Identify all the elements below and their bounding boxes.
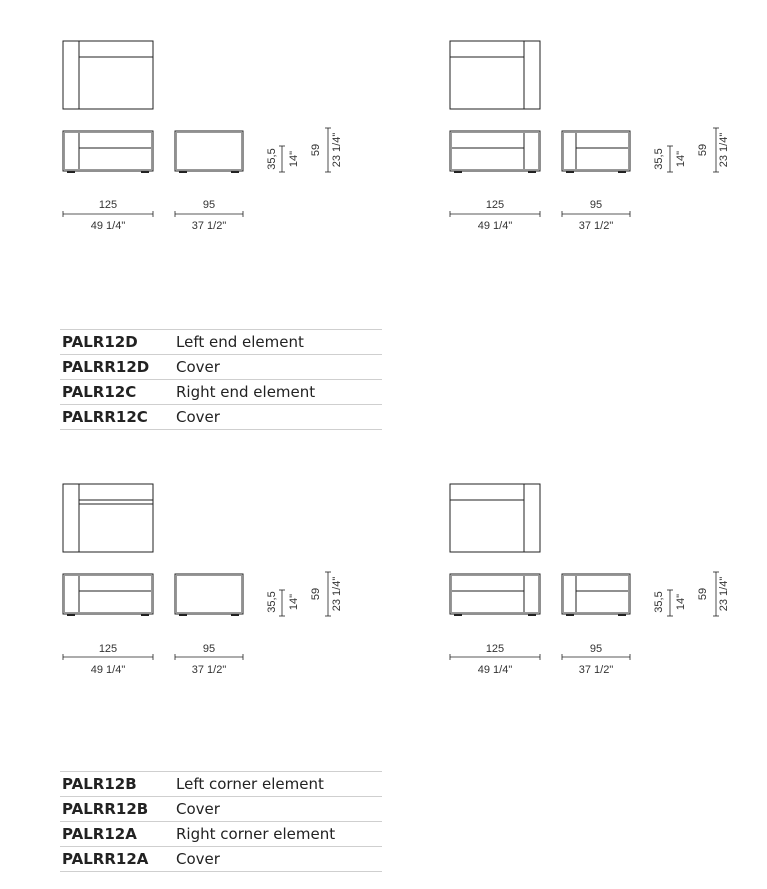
- depth-in-label: 37 1/2": [191, 664, 227, 676]
- length-cm-label: 125: [485, 643, 505, 655]
- depth-in-label: 37 1/2": [578, 220, 614, 232]
- length-cm-label: 125: [98, 643, 118, 655]
- height-cm-label: 59: [697, 587, 709, 601]
- drawing-right-corner: [450, 484, 730, 676]
- seat-height-in-label: 14": [675, 150, 687, 168]
- depth-cm-label: 95: [589, 199, 603, 211]
- length-in-label: 49 1/4": [477, 664, 513, 676]
- length-cm-label: 125: [98, 199, 118, 211]
- drawing-left-end: [63, 41, 343, 232]
- height-in-label: 23 1/4": [331, 132, 343, 168]
- seat-height-cm-label: 35,5: [653, 591, 665, 613]
- product-description: Cover: [176, 355, 382, 380]
- height-cm-label: 59: [310, 587, 322, 601]
- height-in-label: 23 1/4": [331, 576, 343, 612]
- table-row: [60, 847, 382, 872]
- product-code: PALRR12C: [60, 405, 176, 430]
- seat-height-cm-label: 35,5: [266, 148, 278, 170]
- product-description: Cover: [176, 405, 382, 430]
- product-code: PALR12A: [60, 822, 176, 847]
- product-code-table-top: [60, 329, 382, 430]
- table-row: [60, 330, 382, 355]
- length-cm-label: 125: [485, 199, 505, 211]
- table-row: [60, 772, 382, 797]
- product-description: Right corner element: [176, 822, 382, 847]
- depth-cm-label: 95: [202, 643, 216, 655]
- depth-cm-label: 95: [589, 643, 603, 655]
- table-row: [60, 380, 382, 405]
- depth-cm-label: 95: [202, 199, 216, 211]
- seat-height-in-label: 14": [288, 593, 300, 611]
- product-description: Cover: [176, 797, 382, 822]
- product-code: PALRR12B: [60, 797, 176, 822]
- product-code: PALR12D: [60, 330, 176, 355]
- product-code: PALRR12D: [60, 355, 176, 380]
- height-cm-label: 59: [697, 143, 709, 157]
- product-description: Left end element: [176, 330, 382, 355]
- drawing-right-end: [450, 41, 730, 232]
- height-in-label: 23 1/4": [718, 132, 730, 168]
- length-in-label: 49 1/4": [477, 220, 513, 232]
- product-code: PALR12C: [60, 380, 176, 405]
- product-code: PALRR12A: [60, 847, 176, 872]
- seat-height-in-label: 14": [675, 593, 687, 611]
- table-row: [60, 355, 382, 380]
- product-description: Cover: [176, 847, 382, 872]
- depth-in-label: 37 1/2": [191, 220, 227, 232]
- table-row: [60, 797, 382, 822]
- table-row: [60, 405, 382, 430]
- product-description: Right end element: [176, 380, 382, 405]
- seat-height-cm-label: 35,5: [653, 148, 665, 170]
- length-in-label: 49 1/4": [90, 664, 126, 676]
- height-cm-label: 59: [310, 143, 322, 157]
- depth-in-label: 37 1/2": [578, 664, 614, 676]
- product-code: PALR12B: [60, 772, 176, 797]
- height-in-label: 23 1/4": [718, 576, 730, 612]
- table-row: [60, 822, 382, 847]
- product-description: Left corner element: [176, 772, 382, 797]
- seat-height-in-label: 14": [288, 150, 300, 168]
- length-in-label: 49 1/4": [90, 220, 126, 232]
- drawing-left-corner: [63, 484, 343, 676]
- seat-height-cm-label: 35,5: [266, 591, 278, 613]
- product-code-table-bottom: [60, 771, 382, 872]
